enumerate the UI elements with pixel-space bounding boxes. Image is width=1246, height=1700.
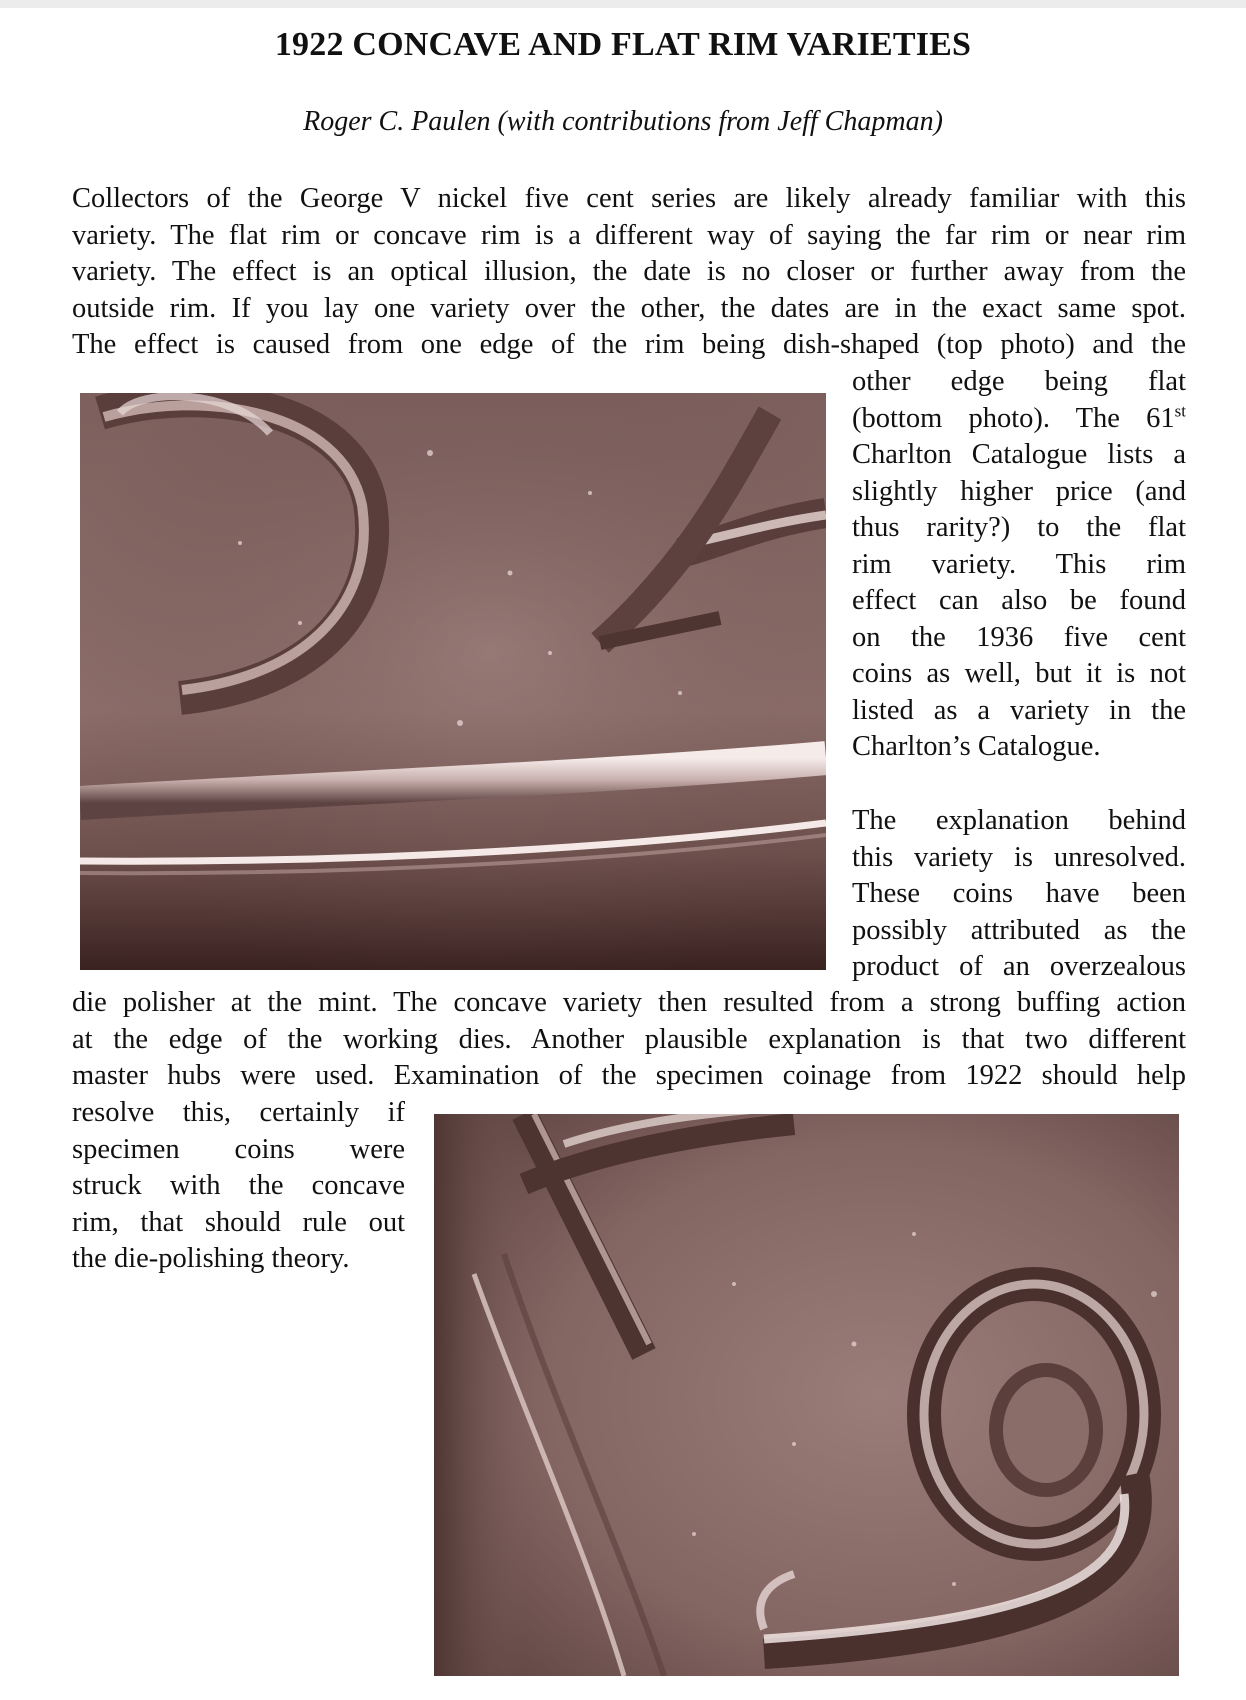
text-line: These coins have been [852,878,1186,909]
text-line: listed as a variety in the [852,694,1186,726]
top-photo-concave-rim [80,393,826,970]
text-line: the die-polishing theory. [72,1243,350,1274]
text-line: Collectors of the George V nickel five cent series are likely already familiar with this [72,183,1186,214]
article-author: Roger C. Paulen (with contributions from Jeff Chapman) [303,106,943,137]
text-line: specimen coins were [72,1133,405,1165]
text-line: product of an overzealous [852,951,1186,982]
paragraph-2-left [72,1095,405,1278]
text-line: thus rarity?) to the flat [852,512,1186,543]
paragraph-1-side [852,364,1186,766]
text-line-part: (bottom photo). The 61 [852,402,1175,434]
text-line: struck with the concave [72,1170,405,1201]
text-line: outside rim. If you lay one variety over the other, the dates are in the exact same spot. [72,292,1186,324]
paragraph-2-side [852,803,1186,986]
text-line: rim, that should rule out [72,1206,405,1238]
text-line: on the 1936 five cent [852,621,1186,653]
text-line: coins as well, but it is not [852,658,1186,689]
text-line: other edge being flat [852,366,1186,397]
text-line: Charlton Catalogue lists a [852,439,1186,470]
page-top-edge [0,0,1246,8]
paragraph-1-full [72,181,1186,364]
text-line: this variety is unresolved. [852,841,1186,873]
text-line: The effect is caused from one edge of the rim being dish-shaped (top photo) and the [72,329,1186,360]
text-line: at the edge of the working dies. Another plausible explanation is that two different [72,1023,1186,1055]
text-line: rim variety. This rim [852,548,1186,580]
text-line: variety. The flat rim or concave rim is a different way of saying the far rim or near rim [72,219,1186,251]
text-line: master hubs were used. Examination of the specimen coinage from 1922 should help [72,1060,1186,1091]
text-line: variety. The effect is an optical illusion, the date is no closer or further away from the [72,256,1186,287]
text-line: slightly higher price (and [852,475,1186,507]
paragraph-2-full [72,985,1186,1095]
article-title: 1922 CONCAVE AND FLAT RIM VARIETIES [274,26,972,63]
text-line: possibly attributed as the [852,914,1186,946]
bottom-photo-flat-rim [434,1114,1179,1676]
text-line: The explanation behind [852,805,1186,836]
text-line: Charlton’s Catalogue. [852,731,1101,762]
text-line: resolve this, certainly if [72,1097,405,1128]
text-line: die polisher at the mint. The concave variety then resulted from a strong buffing action [72,987,1186,1018]
text-line: effect can also be found [852,585,1186,616]
text-line [852,401,1186,438]
ordinal-suffix: st [1174,401,1186,420]
